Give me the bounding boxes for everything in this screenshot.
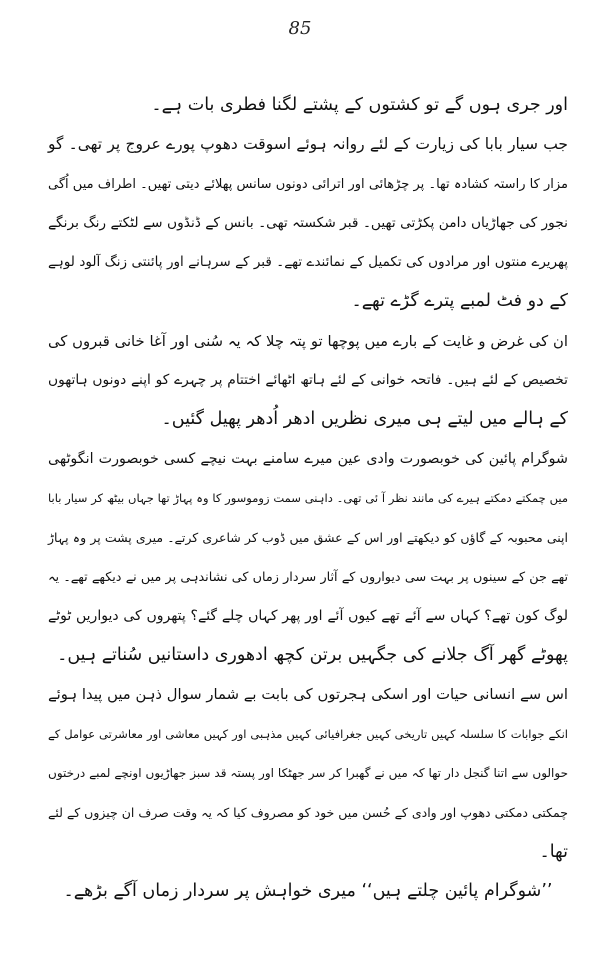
text-line: مزار کا راستہ کشادہ تھا۔ پر چڑھائی اور اترائی دونوں سانس پھلائے دیتی تھیں۔ اطراف میں اُگی xyxy=(48,176,568,192)
text-line: پھوٹے گھر آگ جلانے کی جگہیں برتن کچھ ادھوری داستانیں سُناتے ہیں۔ xyxy=(57,645,568,666)
text-line: لوگ کون تھے؟ کہاں سے آئے تھے کیوں آئے اور پھر کہاں چلے گئے؟ پتھروں کی دیواریں ٹوٹے xyxy=(48,607,568,624)
text-line: چمکتی دمکتی دھوپ اور وادی کے حُسن میں خود کو مصروف کیا کہ یہ وقت صرف ان چیزوں کے لئے xyxy=(48,805,568,821)
text-line: جب سیار بابا کی زیارت کے لئے روانہ ہوئے اسوقت دھوپ پورے عروج پر تھی۔ گو xyxy=(48,135,568,154)
text-line: تھے جن کے سینوں پر بہت سی دیواروں کے آثار سردار زماں کی نشاندہی پر میں نے دیکھے تھے۔ یہ xyxy=(48,569,568,585)
text-line: ’’شوگرام پائین چلتے ہیں‘‘ میری خواہش پر سردار زماں آگے بڑھے۔ xyxy=(63,880,553,901)
text-line: تخصیص کے لئے ہیں۔ فاتحہ خوانی کے لئے ہاتھ اٹھائے اختتام پر چہرے کو اپنے دونوں ہاتھوں xyxy=(48,372,568,389)
text-line: اور جری ہوں گے تو کشتوں کے پشتے لگنا فطری بات ہے۔ xyxy=(151,95,568,115)
text-line: کے ہالے میں لیتے ہی میری نظریں ادھر اُدھر پھیل گئیں۔ xyxy=(161,409,568,430)
text-line: تھا۔ xyxy=(539,841,568,862)
text-line: اس سے انسانی حیات اور اسکی ہجرتوں کی بابت بے شمار سوال ذہن میں پیدا ہوئے xyxy=(48,686,568,704)
text-line: میں چمکتے دمکتے ہیرے کی مانند نظر آ ئی تھی۔ داہنی سمت زوموسور کا وہ پہاڑ تھا جہاں بیٹھ کر سیار بابا xyxy=(48,490,568,505)
text-line: ان کی غرض و غایت کے بارے میں پوچھا تو پتہ چلا کہ یہ سُنی اور آغا خانی قبروں کی xyxy=(48,332,568,350)
text-line: کے دو فٹ لمبے پترے گڑے تھے۔ xyxy=(351,291,568,312)
text-line: پھریرے منتوں اور مرادوں کی تکمیل کے نمائندے تھے۔ قبر کے سرہانے اور پائنتی زنگ آلود لوہے xyxy=(48,254,568,271)
text-line: نجور کی جھاڑیاں دامن پکڑتی تھیں۔ قبر شکستہ تھی۔ بانس کے ڈنڈوں سے لٹکتے رنگ برنگے xyxy=(48,214,568,231)
page-body xyxy=(48,86,568,911)
text-line: شوگرام پائین کی خوبصورت وادی عین میرے سامنے بہت نیچے کسی خوبصورت انگوٹھی xyxy=(48,450,568,467)
text-line: اپنی محبوبہ کے گاؤں کو دیکھتے اور اس کے عشق میں ڈوب کر شاعری کرتے۔ میری پشت پر وہ پہاڑ xyxy=(48,530,568,546)
text-line: انکے جوابات کا سلسلہ کہیں تاریخی کہیں جغرافیائی کہیں مذہبی اور کہیں معاشی اور معاشرتی عوامل کے xyxy=(48,726,568,741)
page-number: 85 xyxy=(288,18,312,39)
text-line: حوالوں سے اتنا گنجل دار تھا کہ میں نے گھبرا کر سر جھٹکا اور پستہ قد سبز جھاڑیوں اونچے لمبے درختوں xyxy=(48,766,568,781)
